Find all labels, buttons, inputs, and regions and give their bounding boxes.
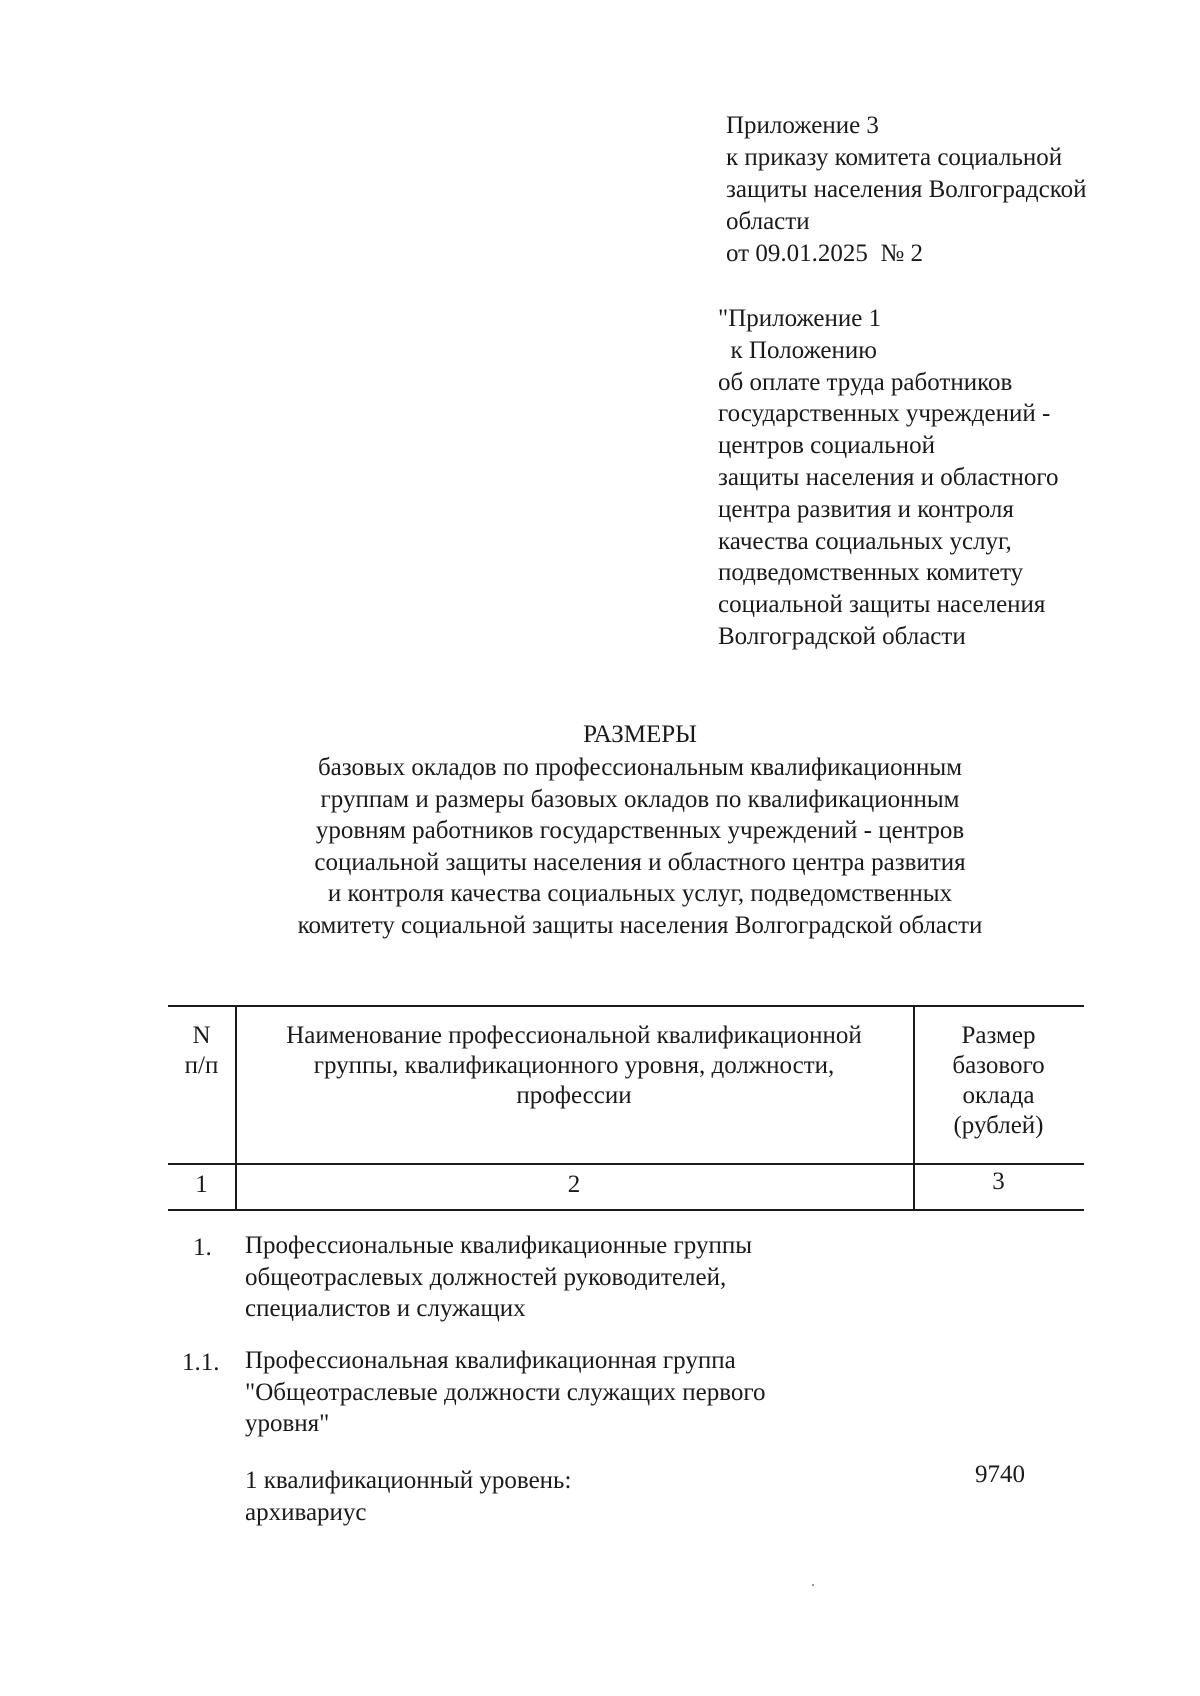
section-title (245, 1230, 752, 1325)
header-cell-line: Наименование профессиональной квалификационной (286, 1022, 862, 1049)
header-cell-line: п/п (184, 1052, 219, 1079)
header-cell-line: базового (952, 1052, 1045, 1079)
header-cell-line: Размер (961, 1022, 1036, 1049)
subtitle-line: группам и размеры базовых окладов по квалификационным (320, 785, 960, 813)
header-cell-salary (913, 1021, 1084, 1141)
table-rule-bottom (168, 1209, 1084, 1211)
quoted-appendix-line: к Положению (718, 336, 877, 364)
section-title (245, 1345, 765, 1440)
appendix-header-line: области (726, 208, 810, 235)
column-number-3: 3 (992, 1168, 1005, 1195)
document-title: РАЗМЕРЫ (583, 721, 697, 748)
quoted-appendix-line: государственных учреждений - (718, 400, 1051, 428)
quoted-appendix-line: подведомственных комитету (718, 559, 1024, 587)
qualification-level-row (245, 1465, 571, 1528)
section-number: 1.1. (182, 1349, 220, 1376)
document-subtitle (200, 752, 1080, 941)
subtitle-line: комитету социальной защиты населения Волгоградской области (297, 911, 983, 939)
header-cell-name (235, 1021, 913, 1111)
salary-table-header (168, 1005, 1084, 1211)
appendix-header-line: к приказу комитета социальной (726, 144, 1063, 171)
quoted-appendix-line: об оплате труда работников (718, 368, 1013, 396)
quoted-appendix-line: центров социальной (718, 432, 935, 460)
section-title-line: "Общеотраслевые должности служащих первого (245, 1378, 766, 1406)
section-title-line: Профессиональные квалификационные группы (245, 1232, 753, 1259)
quoted-appendix-line: социальной защиты населения (718, 591, 1046, 619)
column-number-1: 1 (195, 1171, 208, 1198)
qualification-level-line: 1 квалификационный уровень: (245, 1467, 572, 1494)
subtitle-line: базовых окладов по профессиональным квалификационным (317, 754, 963, 781)
header-cell-line: профессии (516, 1082, 632, 1109)
subtitle-line: и контроля качества социальных услуг, подведомственных (327, 880, 953, 907)
table-rule-middle (168, 1163, 1084, 1165)
quoted-appendix-line: центра развития и контроля (718, 495, 1014, 523)
section-title-line: общеотраслевых должностей руководителей, (245, 1263, 727, 1291)
header-cell-line: N (192, 1022, 211, 1049)
section-title-line: уровня" (245, 1410, 330, 1437)
quoted-appendix-line: "Приложение 1 (718, 305, 882, 332)
document-title-block (200, 718, 1080, 941)
subtitle-line: уровням работников государственных учреждений - центров (315, 817, 965, 844)
quoted-appendix (718, 303, 1058, 653)
subtitle-line: социальной защиты населения и областного центра развития (314, 848, 966, 876)
quoted-appendix-line: качества социальных услуг, (718, 527, 1012, 555)
appendix-header-line: защиты населения Волгоградской (726, 176, 1087, 203)
appendix-header (726, 110, 1087, 270)
qualification-level-line: архивариус (245, 1498, 367, 1526)
scan-speck (812, 1584, 814, 1586)
quoted-appendix-line: защиты населения и областного (718, 463, 1059, 491)
appendix-header-line: от 09.01.2025 № 2 (726, 240, 923, 267)
appendix-header-line: Приложение 3 (726, 112, 879, 139)
column-number-2: 2 (567, 1171, 581, 1198)
header-cell-number (168, 1021, 235, 1081)
header-cell-line: (рублей) (953, 1112, 1044, 1139)
salary-value: 9740 (975, 1461, 1025, 1488)
section-title-line: Профессиональная квалификационная группа (245, 1347, 736, 1374)
table-rule-top (168, 1005, 1084, 1007)
header-cell-line: оклада (962, 1082, 1035, 1109)
section-number: 1. (193, 1234, 212, 1261)
quoted-appendix-line: Волгоградской области (718, 622, 966, 650)
header-cell-line: группы, квалификационного уровня, должности, (313, 1052, 835, 1079)
section-title-line: специалистов и служащих (245, 1295, 526, 1322)
